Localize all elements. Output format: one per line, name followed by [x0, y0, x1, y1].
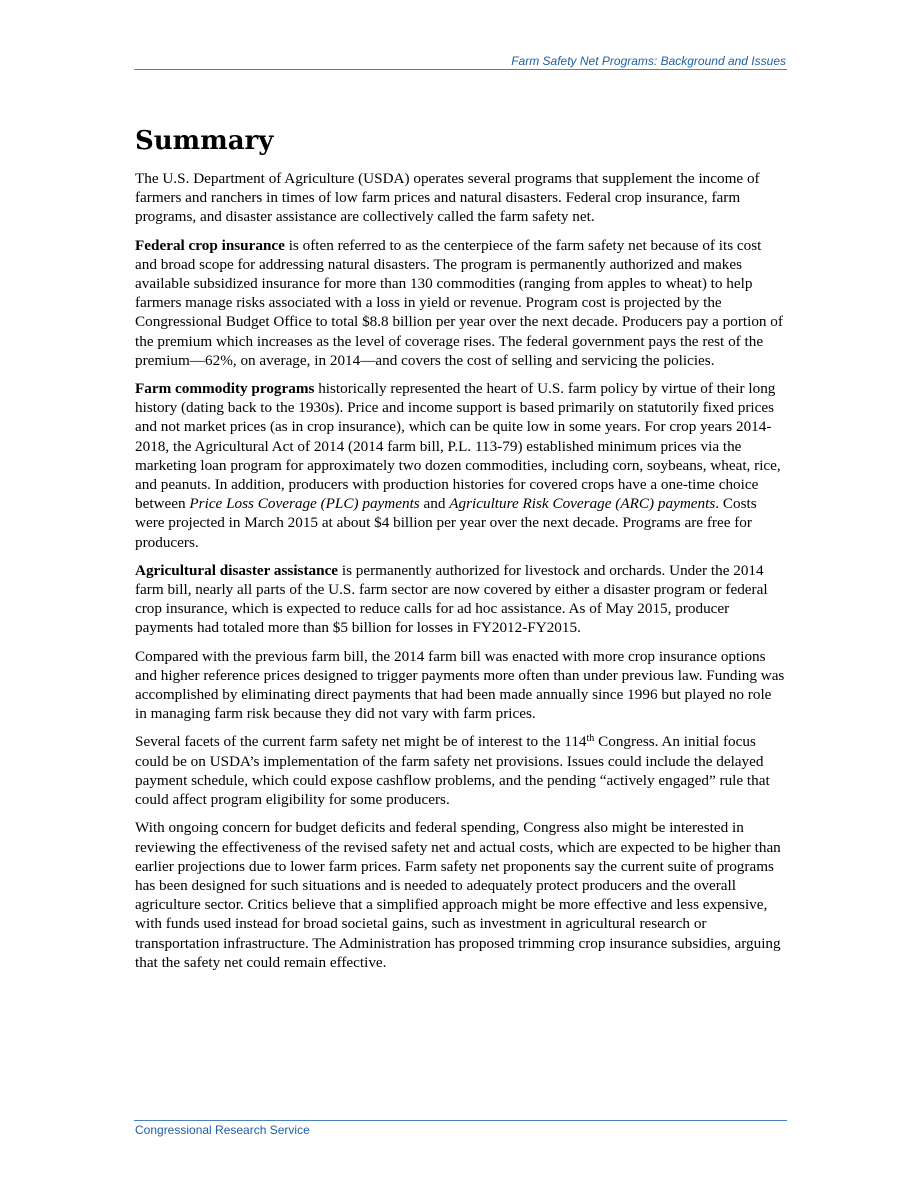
running-header-title: Farm Safety Net Programs: Background and Issues: [511, 54, 786, 68]
budget-concerns-paragraph: With ongoing concern for budget deficits and federal spending, Congress also might be interested in reviewing the effectiveness of the revised safety net and actual costs, which are expected to be higher than earlier projections due to lower farm prices. Farm safety net proponents say the current suite of programs has been designed for such situations and is needed to adequately protect producers and the overall agriculture sector. Critics believe that a simplified approach might be more effective and less expensive, with funds used instead for broad societal gains, such as investment in agricultural research or transportation infrastructure. The Administration has proposed trimming crop insurance subsidies, arguing that the safety net could remain effective.: [135, 819, 781, 971]
ordinal-superscript: th: [586, 733, 595, 745]
footer-rule: [134, 1120, 787, 1121]
footer-label: Congressional Research Service: [135, 1123, 310, 1137]
crop-insurance-lead: Federal crop insurance: [135, 236, 285, 254]
header-rule: [134, 69, 787, 70]
page-title: Summary: [135, 126, 274, 156]
arc-payments-term: Agriculture Risk Coverage (ARC) payments: [449, 495, 716, 513]
congress-issues-text-a: Several facets of the current farm safety net might be of interest to the 114: [135, 733, 587, 751]
disaster-assistance-text: is permanently authorized for livestock and orchards. Under the 2014 farm bill, nearly all parts of the U.S. farm sector are now covered by either a disaster program or federal crop insurance, which is expected to reduce calls for ad hoc assistance. As of May 2015, producer payments had totaled more than $5 billion for losses in FY2012-FY2015.: [135, 561, 768, 637]
plc-payments-term: Price Loss Coverage (PLC) payments: [189, 495, 420, 513]
commodity-programs-text-c: . Costs were projected in March 2015 at about $4 billion per year over the next decade. Programs are free for producers.: [135, 495, 757, 551]
congress-issues-text-b: Congress. An initial focus could be on USDA’s implementation of the farm safety net provisions. Issues could include the delayed payment schedule, which could expose cashflow problems, and the pending “actively engaged” rule that could affect program eligibility for some producers.: [135, 733, 770, 809]
crop-insurance-paragraph: [135, 236, 787, 370]
commodity-programs-paragraph: [135, 379, 787, 552]
commodity-programs-text-a: historically represented the heart of U.S. farm policy by virtue of their long history (dating back to the 1930s). Price and income support is based primarily on statutorily fixed prices and not market prices (as in crop insurance), which can be quite low in some years. For crop years 2014-2018, the Agricultural Act of 2014 (2014 farm bill, P.L. 113-79) established minimum prices via the marketing loan program for approximately two dozen commodities, including corn, soybeans, wheat, rice, and peanuts. In addition, producers with production histories for covered crops have a one-time choice between: [135, 380, 781, 513]
crop-insurance-text: is often referred to as the centerpiece of the farm safety net because of its cost and broad scope for addressing natural disasters. The program is permanently authorized and makes available subsidized insurance for more than 130 commodities (ranging from apples to wheat) to help farmers manage risks associated with a loss in yield or revenue. Program cost is projected by the Congressional Budget Office to total $8.8 billion per year over the next decade. Producers pay a portion of the premium which increases as the level of coverage rises. The federal government pays the rest of the premium—62%, on average, in 2014—and covers the cost of selling and servicing the policies.: [135, 236, 783, 369]
congress-issues-paragraph: [135, 732, 787, 809]
disaster-assistance-paragraph: [135, 561, 787, 638]
farm-bill-comparison-paragraph: Compared with the previous farm bill, the 2014 farm bill was enacted with more crop insurance options and higher reference prices designed to trigger payments more often than under previous law. Funding was accomplished by eliminating direct payments that had been made annually since 1996 but played no role in managing farm risk because they did not vary with farm prices.: [135, 647, 785, 723]
intro-paragraph: The U.S. Department of Agriculture (USDA) operates several programs that supplement the income of farmers and ranchers in times of low farm prices and natural disasters. Federal crop insurance, farm programs, and disaster assistance are collectively called the farm safety net.: [135, 170, 760, 226]
commodity-programs-text-b: and: [419, 495, 450, 513]
commodity-programs-lead: Farm commodity programs: [135, 380, 315, 398]
disaster-assistance-lead: Agricultural disaster assistance: [135, 561, 339, 579]
document-body: [135, 124, 787, 981]
